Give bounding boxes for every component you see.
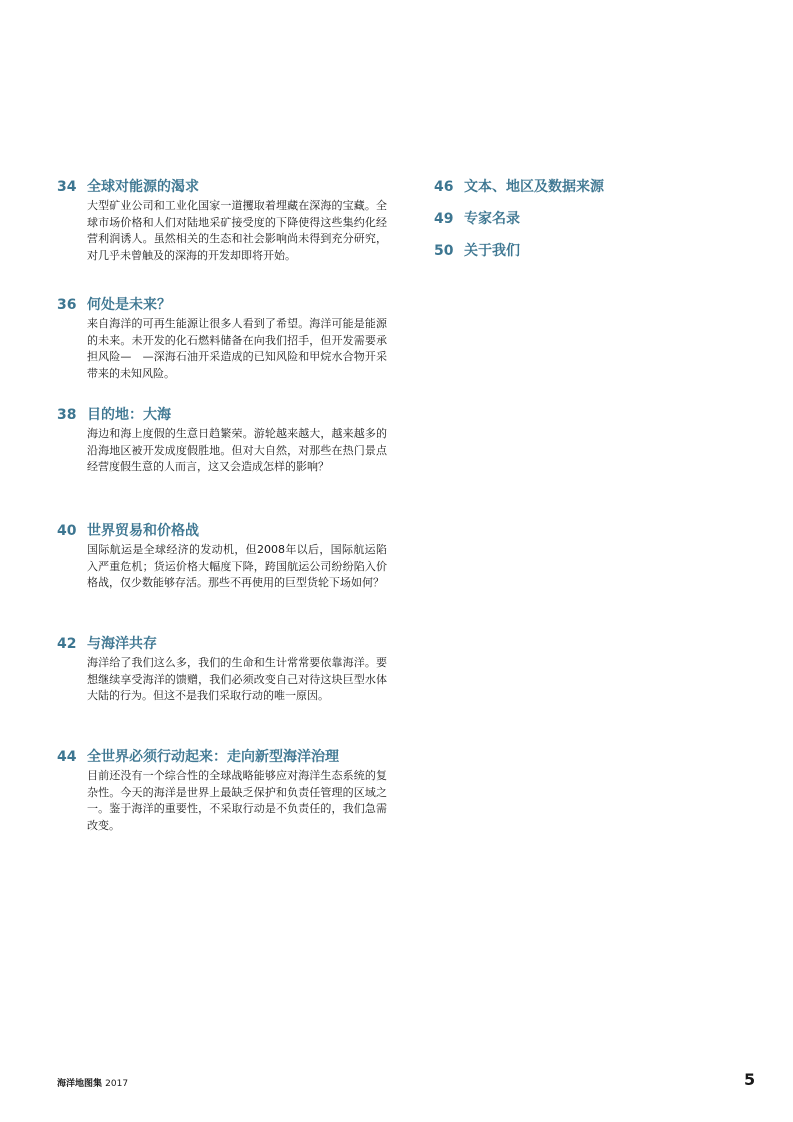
toc-entry-38[interactable] — [57, 404, 387, 520]
toc-entry-summary: 国际航运是全球经济的发动机，但2008年以后，国际航运陷入严重危机；货运价格大幅度下降，跨国航运公司纷纷陷入价格战，仅少数能够存活。那些不再使用的巨型货轮下场如何？ — [87, 543, 387, 589]
toc-page-number: 50 — [434, 243, 454, 259]
toc-page-number: 40 — [57, 523, 77, 539]
toc-entry-36[interactable] — [57, 294, 387, 404]
toc-entry-title[interactable]: 关于我们 — [464, 243, 520, 259]
toc-page-number: 44 — [57, 749, 77, 765]
toc-entry-heading[interactable] — [434, 208, 754, 230]
toc-entry-50[interactable] — [434, 240, 754, 272]
toc-entry-heading[interactable] — [57, 176, 387, 198]
toc-entry-heading[interactable] — [434, 240, 754, 262]
toc-page-number: 46 — [434, 179, 454, 195]
toc-page-number: 36 — [57, 297, 77, 313]
toc-entry-heading[interactable] — [57, 746, 387, 768]
toc-entry-42[interactable] — [57, 633, 387, 746]
toc-entry-summary: 海边和海上度假的生意日趋繁荣。游轮越来越大，越来越多的沿海地区被开发成度假胜地。但对大自然，对那些在热门景点经营度假生意的人而言，这又会造成怎样的影响？ — [87, 427, 387, 473]
toc-left-column — [57, 176, 387, 856]
toc-entry-title[interactable]: 目的地：大海 — [87, 407, 171, 423]
publication-year: 2017 — [105, 1079, 129, 1089]
toc-right-column — [434, 176, 754, 272]
toc-entry-title[interactable]: 世界贸易和价格战 — [87, 523, 199, 539]
toc-entry-title[interactable]: 专家名录 — [464, 211, 520, 227]
toc-entry-heading[interactable] — [57, 294, 387, 316]
publication-title: 海洋地图集 — [57, 1079, 103, 1089]
toc-entry-summary: 目前还没有一个综合性的全球战略能够应对海洋生态系统的复杂性。今天的海洋是世界上最缺乏保护和负责任管理的区域之一。鉴于海洋的重要性，不采取行动是不负责任的，我们急需改变。 — [87, 769, 387, 832]
toc-entry-34[interactable] — [57, 176, 387, 294]
toc-entry-summary: 海洋给了我们这么多，我们的生命和生计常常要依靠海洋。要想继续享受海洋的馈赠，我们必须改变自己对待这块巨型水体大陆的行为。但这不是我们采取行动的唯一原因。 — [87, 656, 387, 702]
toc-entry-summary: 来自海洋的可再生能源让很多人看到了希望。海洋可能是能源的未来。未开发的化石燃料储备在向我们招手，但开发需要承担风险— —深海石油开采造成的已知风险和甲烷水合物开采带来的未知风险。 — [87, 317, 387, 380]
toc-entry-heading[interactable] — [57, 520, 387, 542]
toc-entry-49[interactable] — [434, 208, 754, 240]
toc-entry-heading[interactable] — [434, 176, 754, 198]
toc-entry-title[interactable]: 全世界必须行动起来：走向新型海洋治理 — [87, 749, 339, 765]
toc-entry-title[interactable]: 文本、地区及数据来源 — [464, 179, 604, 195]
toc-entry-title[interactable]: 全球对能源的渴求 — [87, 179, 199, 195]
toc-entry-46[interactable] — [434, 176, 754, 208]
toc-entry-title[interactable]: 何处是未来？ — [87, 297, 171, 313]
toc-page-number: 49 — [434, 211, 454, 227]
toc-page-number: 42 — [57, 636, 77, 652]
toc-entry-summary: 大型矿业公司和工业化国家一道攫取着埋藏在深海的宝藏。全球市场价格和人们对陆地采矿接受度的下降使得这些集约化经营利润诱人。虽然相关的生态和社会影响尚未得到充分研究，对几乎未曾触及的深海的开发却即将开始。 — [87, 199, 387, 262]
toc-page-number: 38 — [57, 407, 77, 423]
toc-entry-44[interactable] — [57, 746, 387, 856]
page-number: 5 — [744, 1070, 756, 1089]
toc-entry-title[interactable]: 与海洋共存 — [87, 636, 157, 652]
toc-page-number: 34 — [57, 179, 77, 195]
footer-publication — [57, 1076, 128, 1089]
toc-entry-heading[interactable] — [57, 404, 387, 426]
toc-entry-heading[interactable] — [57, 633, 387, 655]
toc-entry-40[interactable] — [57, 520, 387, 633]
